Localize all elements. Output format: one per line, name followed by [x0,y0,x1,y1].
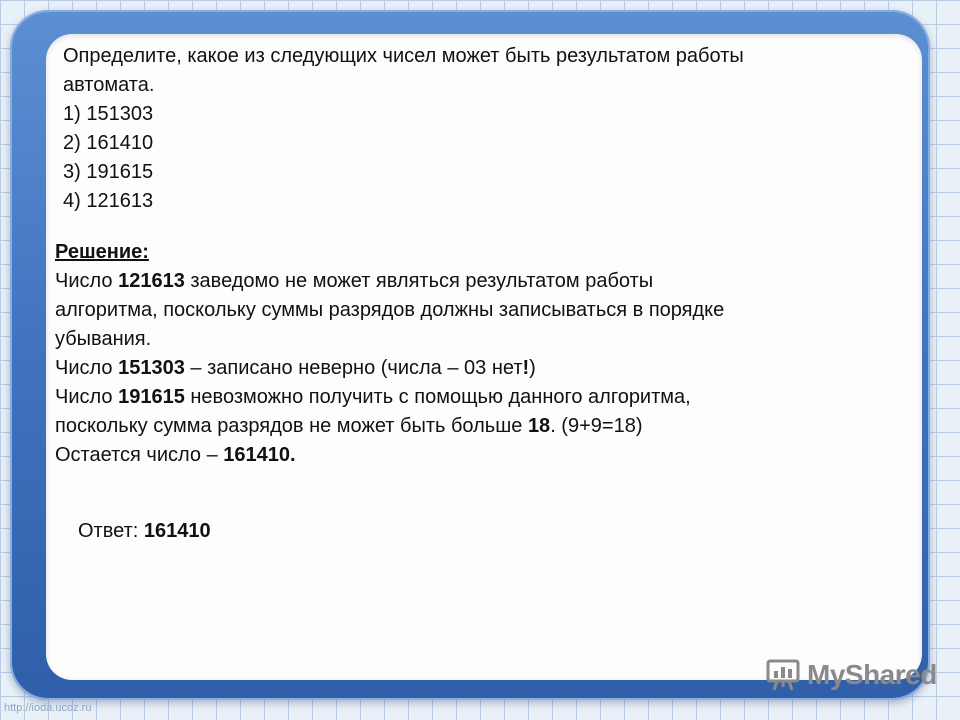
solution-block [55,238,724,470]
question-line-1: Определите, какое из следующих чисел может быть результатом работы [63,45,744,67]
solution-line-1 [55,267,724,296]
solution-line-2: алгоритма, поскольку суммы разрядов должны записываться в порядке [55,299,725,321]
text-span: Число [55,270,119,292]
myshared-logo-icon [765,657,801,693]
solution-line-7 [55,441,724,470]
solution-line-3: убывания. [55,328,152,350]
option-3: 3) 191615 [63,161,154,183]
logo-text: MyShared [807,659,937,690]
option-4: 4) 121613 [63,190,154,212]
text-span: . (9+9=18) [550,415,643,437]
text-span: Остается число – [55,444,224,466]
answer-line [78,517,211,546]
option-1: 1) 151303 [63,103,154,125]
text-span: Число [55,386,119,408]
text-span: – записано неверно (числа – 03 нет [184,357,523,379]
answer-value: 161410 [143,520,211,542]
question-line-2: автомата. [63,74,155,96]
myshared-logo [765,655,937,695]
solution-line-4 [55,354,724,383]
number-151303: 151303 [118,357,185,379]
number-18: 18 [527,415,551,437]
answer-label: Ответ: [78,520,144,542]
solution-line-5 [55,383,724,412]
solution-line-6 [55,412,724,441]
exclamation-mark: ! [522,357,530,379]
number-161410: 161410. [223,444,296,466]
number-121613: 121613 [118,270,185,292]
question-block [63,42,744,216]
solution-heading: Решение: [55,241,149,263]
option-2: 2) 161410 [63,132,154,154]
text-span: поскольку сумма разрядов не может быть больше [55,415,528,437]
text-span: Число [55,357,119,379]
watermark-url: http://ioda.ucoz.ru [4,702,92,714]
text-span: заведомо не может являться результатом работы [184,270,654,292]
text-span: невозможно получить с помощью данного алгоритма, [184,386,691,408]
text-span: ) [529,357,536,379]
number-191615: 191615 [118,386,185,408]
